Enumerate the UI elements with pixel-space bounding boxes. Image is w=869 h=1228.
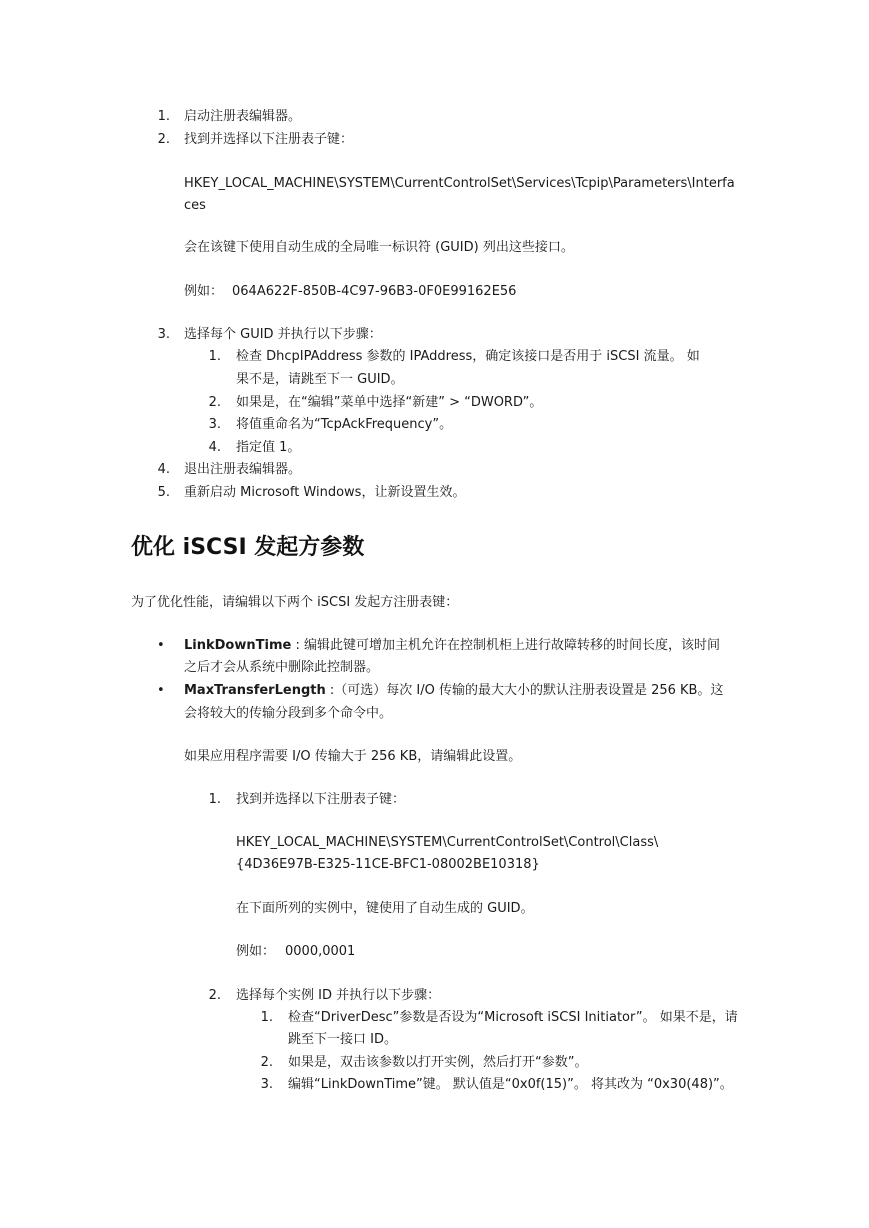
registry-key-path-cont: ces — [184, 198, 206, 213]
bullet-desc: :（可选）每次 I/O 传输的最大大小的默认注册表设置是 256 KB。这 — [325, 683, 724, 698]
substep-text: 指定值 1。 — [236, 440, 301, 455]
example-guid: 064A622F-850B-4C97-96B3-0F0E99162E56 — [232, 284, 517, 299]
step-number: 1. — [208, 792, 221, 807]
app-note: 如果应用程序需要 I/O 传输大于 256 KB，请编辑此设置。 — [184, 749, 522, 764]
substep-text-cont: 跳至下一接口 ID。 — [288, 1032, 397, 1047]
substep-text-cont: 果不是，请跳至下一 GUID。 — [236, 372, 404, 387]
bullet-term: LinkDownTime — [184, 638, 292, 653]
substep-number: 1. — [260, 1010, 273, 1025]
guid-note: 会在该键下使用自动生成的全局唯一标识符 (GUID) 列出这些接口。 — [184, 240, 574, 255]
step-text: 找到并选择以下注册表子键： — [236, 792, 406, 807]
bullet-item — [184, 683, 723, 699]
bullet-dot: • — [157, 638, 165, 653]
substep-number: 2. — [260, 1055, 273, 1070]
substep-text: 检查 DhcpIPAddress 参数的 IPAddress，确定该接口是否用于 iSCSI 流量。 如 — [236, 349, 700, 364]
step-number: 3. — [157, 327, 170, 342]
substep-text: 检查“DriverDesc”参数是否设为“Microsoft iSCSI Initiator”。 如果不是，请 — [288, 1010, 738, 1025]
step-number: 1. — [157, 109, 170, 124]
bullet-dot: • — [157, 683, 165, 698]
step-number: 5. — [157, 485, 170, 500]
registry-key-path-cont: {4D36E97B-E325-11CE-BFC1-08002BE10318} — [236, 857, 540, 872]
section-heading: 优化 iSCSI 发起方参数 — [131, 535, 365, 560]
registry-key-path: HKEY_LOCAL_MACHINE\SYSTEM\CurrentControlSet\Services\Tcpip\Parameters\Interfa — [184, 176, 735, 191]
bullet-item — [184, 638, 720, 654]
step-number: 2. — [157, 132, 170, 147]
substep-number: 1. — [208, 349, 221, 364]
registry-key-path: HKEY_LOCAL_MACHINE\SYSTEM\CurrentControlSet\Control\Class\ — [236, 835, 659, 850]
bullet-desc: : 编辑此键可增加主机允许在控制机柜上进行故障转移的时间长度，该时间 — [291, 638, 720, 653]
section-intro: 为了优化性能，请编辑以下两个 iSCSI 发起方注册表键： — [131, 595, 459, 610]
substep-text: 如果是，在“编辑”菜单中选择“新建” > “DWORD”。 — [236, 395, 543, 410]
step-text: 找到并选择以下注册表子键： — [184, 132, 354, 147]
bullet-term: MaxTransferLength — [184, 683, 326, 698]
substep-number: 2. — [208, 395, 221, 410]
bullet-desc-cont: 会将较大的传输分段到多个命令中。 — [184, 706, 393, 721]
step-text: 选择每个 GUID 并执行以下步骤： — [184, 327, 382, 342]
example-value: 0000,0001 — [285, 944, 356, 959]
substep-number: 4. — [208, 440, 221, 455]
bullet-desc-cont: 之后才会从系统中删除此控制器。 — [184, 660, 380, 675]
substep-text: 编辑“LinkDownTime”键。 默认值是“0x0f(15)”。 将其改为 “0x30(48)”。 — [288, 1077, 733, 1092]
step-text: 重新启动 Microsoft Windows，让新设置生效。 — [184, 485, 466, 500]
substep-text: 将值重命名为“TcpAckFrequency”。 — [236, 417, 453, 432]
step-text: 启动注册表编辑器。 — [184, 109, 302, 124]
example-label: 例如： — [236, 944, 276, 959]
substep-number: 3. — [260, 1077, 273, 1092]
substep-number: 3. — [208, 417, 221, 432]
step-number: 2. — [208, 988, 221, 1003]
substep-text: 如果是，双击该参数以打开实例，然后打开“参数”。 — [288, 1055, 588, 1070]
step-text: 选择每个实例 ID 并执行以下步骤： — [236, 988, 441, 1003]
step-number: 4. — [157, 462, 170, 477]
step-text: 退出注册表编辑器。 — [184, 462, 302, 477]
example-label: 例如： — [184, 284, 224, 299]
instance-note: 在下面所列的实例中，键使用了自动生成的 GUID。 — [236, 901, 534, 916]
